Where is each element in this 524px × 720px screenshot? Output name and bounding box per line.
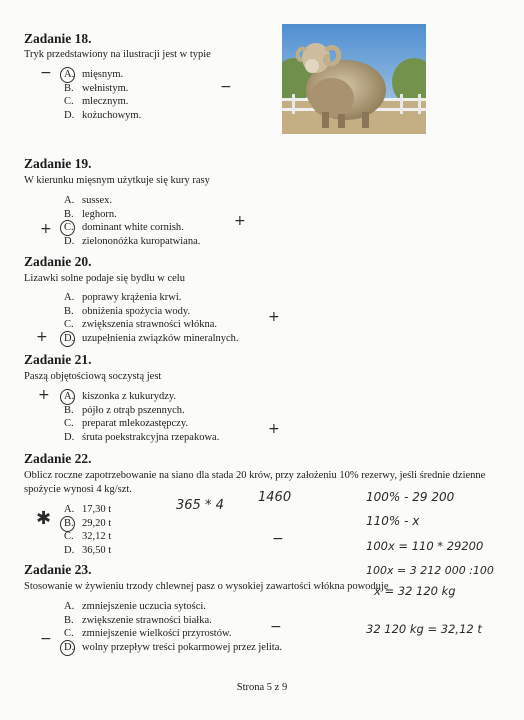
- question-21-options: [64, 390, 219, 444]
- handwritten-plus-mark: +: [268, 309, 280, 325]
- question-23-options: [64, 600, 282, 654]
- question-19-title: Zadanie 19.: [24, 156, 92, 171]
- question-20-title: Zadanie 20.: [24, 254, 92, 269]
- handwritten-minus-mark: −: [270, 619, 282, 635]
- question-20-text: Lizawki solne podaje się bydłu w celu: [24, 273, 185, 284]
- question-21-option-a[interactable]: A. kiszonka z kukurydzy.: [64, 390, 219, 404]
- handwritten-calc: 100x = 3 212 000 :100: [366, 564, 494, 577]
- question-23-option-b[interactable]: B. zwiększenie strawności białka.: [64, 614, 212, 626]
- handwritten-minus-mark: −: [40, 65, 52, 81]
- handwritten-minus-mark: −: [220, 79, 232, 95]
- ram-illustration: [282, 24, 426, 134]
- question-22-options: [64, 503, 111, 557]
- question-23-option-d[interactable]: D. wolny przepływ treści pokarmowej przez jelita.: [64, 641, 282, 655]
- question-22-title: Zadanie 22.: [24, 451, 92, 466]
- question-18-title: Zadanie 18.: [24, 31, 92, 46]
- handwritten-calc: 100x = 110 * 29200: [366, 539, 484, 553]
- handwritten-plus-mark: +: [36, 329, 48, 345]
- question-18-options: [64, 68, 141, 122]
- question-23-title: Zadanie 23.: [24, 562, 92, 577]
- answer-circle: [60, 389, 75, 405]
- answer-circle: [60, 516, 75, 532]
- question-23-option-a[interactable]: A. zmniejszenie uczucia sytości.: [64, 601, 206, 612]
- question-21-option-c[interactable]: C. preparat mlekozastępczy.: [64, 418, 189, 430]
- question-20-options: [64, 291, 239, 345]
- question-20-option-d[interactable]: D. uzupełnienia związków mineralnych.: [64, 332, 239, 346]
- answer-circle: [60, 640, 75, 656]
- handwritten-plus-mark: +: [234, 213, 246, 229]
- question-19-text: W kierunku mięsnym użytkuje się kury rasy: [24, 175, 210, 186]
- handwritten-calc: 32 120 kg = 32,12 t: [366, 622, 482, 636]
- handwritten-calc: 100% - 29 200: [366, 490, 455, 504]
- question-19-option-d[interactable]: D. zielononóżka kuropatwiana.: [64, 235, 201, 247]
- question-21-option-d[interactable]: D. śruta poekstrakcyjna rzepakowa.: [64, 431, 220, 443]
- question-20-option-c[interactable]: C. zwiększenia strawności włókna.: [64, 319, 217, 331]
- question-21-option-b[interactable]: B. pójło z otrąb pszennych.: [64, 404, 185, 416]
- question-22-option-d[interactable]: D. 36,50 t: [64, 544, 112, 556]
- handwritten-star-mark: ✱: [36, 508, 52, 529]
- ram-photo: [282, 24, 426, 134]
- question-18-option-c[interactable]: C. mlecznym.: [64, 96, 129, 108]
- question-19-option-a[interactable]: A. sussex.: [64, 195, 113, 206]
- handwritten-plus-mark: +: [40, 221, 52, 237]
- question-20-option-a[interactable]: A. poprawy krążenia krwi.: [64, 292, 182, 303]
- question-18-option-d[interactable]: D. kożuchowym.: [64, 109, 142, 121]
- question-23-option-c[interactable]: C. zmniejszenie wielkości przyrostów.: [64, 628, 232, 640]
- handwritten-calc: x = 32 120 kg: [374, 584, 456, 598]
- handwritten-minus-mark: −: [272, 531, 284, 547]
- handwritten-plus-mark: +: [268, 421, 280, 437]
- question-22-text-line-2: spożycie wynosi 4 kg/szt.: [24, 484, 132, 495]
- question-18-text: Tryk przedstawiony na ilustracji jest w typie: [24, 49, 211, 60]
- handwritten-plus-mark: +: [38, 387, 50, 403]
- question-19-options: [64, 194, 200, 248]
- question-22-option-b[interactable]: B. 29,20 t: [64, 517, 111, 531]
- question-22-text-line-1: Oblicz roczne zapotrzebowanie na siano dla stada 20 krów, przy założeniu 10% rezerwy, jeśli średnie dzienne: [24, 470, 486, 481]
- answer-circle: [60, 67, 75, 83]
- handwritten-minus-mark: −: [40, 631, 52, 647]
- question-21-title: Zadanie 21.: [24, 352, 92, 367]
- question-20-option-b[interactable]: B. obniżenia spożycia wody.: [64, 305, 191, 317]
- question-19-option-b[interactable]: B. leghorn.: [64, 208, 117, 220]
- question-22-option-a[interactable]: A. 17,30 t: [64, 504, 112, 515]
- question-23-text: Stosowanie w żywieniu trzody chlewnej pasz o wysokiej zawartości włókna powoduje: [24, 581, 389, 592]
- question-18-option-b[interactable]: B. wełnistym.: [64, 82, 129, 94]
- question-19-option-c[interactable]: C. dominant white cornish.: [64, 221, 200, 235]
- handwritten-calc: 110% - x: [366, 514, 420, 528]
- page-number: Strona 5 z 9: [236, 682, 288, 693]
- handwritten-calc: 1460: [258, 490, 292, 505]
- question-18-option-a[interactable]: A. mięsnym.: [64, 68, 141, 82]
- handwritten-calc: 365 * 4: [176, 498, 224, 513]
- answer-circle: [60, 331, 75, 347]
- question-21-text: Paszą objętościową soczystą jest: [24, 371, 162, 382]
- question-22-option-c[interactable]: C. 32,12 t: [64, 531, 112, 543]
